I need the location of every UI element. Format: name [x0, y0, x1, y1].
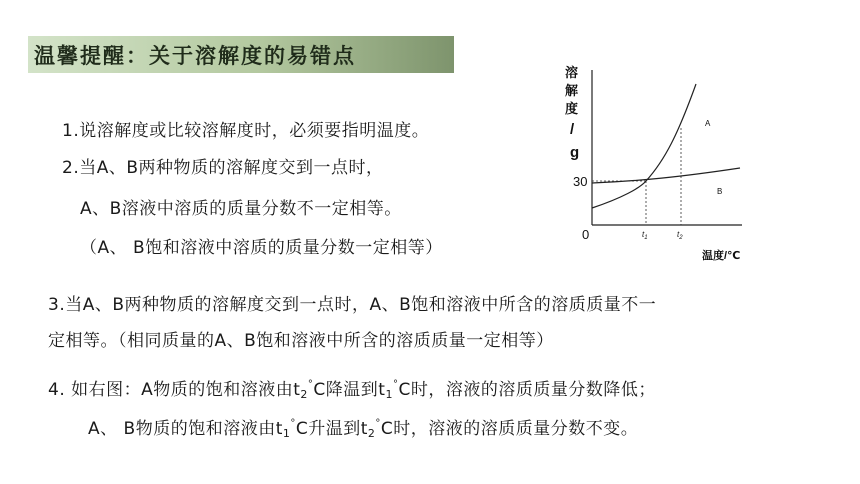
series-b-curve [592, 168, 740, 183]
p4b-deg1: ° [290, 418, 296, 429]
point-3-line-1: 3.当A、B两种物质的溶解度交到一点时，A、B饱和溶液中所含的溶质质量不一 [48, 295, 657, 315]
series-a-label: A [705, 119, 711, 128]
y-tick-30: 30 [573, 174, 588, 189]
p4a-sub1: 2 [300, 388, 308, 401]
y-label-char-4: / [570, 121, 575, 138]
p4a-post: C时，溶液的溶质质量分数降低； [398, 380, 656, 400]
origin-label: 0 [582, 227, 590, 242]
y-label-char-1: 溶 [565, 65, 579, 80]
point-4-line-2 [88, 414, 638, 440]
p4b-post: C时，溶液的溶质质量分数不变。 [380, 419, 639, 439]
point-2-note: （A、 B饱和溶液中溶质的质量分数一定相等） [80, 238, 443, 258]
y-label-char-5: g [570, 144, 580, 161]
p4a-sub2: 1 [385, 388, 393, 401]
x-tick-t1-sub: 1 [644, 235, 648, 241]
x-axis-label: 温度/℃ [702, 250, 741, 262]
x-tick-t2 [677, 230, 683, 241]
banner-title: 温馨提醒：关于溶解度的易错点 [34, 42, 356, 68]
x-tick-t2-sub: 2 [679, 235, 683, 241]
x-tick-t1-base: t [642, 230, 645, 239]
point-4-line-1 [48, 375, 656, 401]
series-b-label: B [717, 187, 723, 196]
y-label-char-3: 度 [565, 101, 579, 116]
p4b-mid: C升温到t [295, 419, 368, 439]
x-tick-t1 [642, 230, 648, 241]
point-1: 1.说溶解度或比较溶解度时，必须要指明温度。 [62, 121, 430, 141]
point-3-line-2: 定相等。（相同质量的A、B饱和溶液中所含的溶质质量一定相等） [48, 331, 554, 351]
title-banner [28, 36, 454, 73]
p4a-deg1: ° [307, 379, 314, 390]
p4b-sub1: 1 [282, 427, 291, 440]
series-a-curve [592, 84, 696, 208]
point-2-line-2: A、B溶液中溶质的质量分数不一定相等。 [80, 199, 402, 219]
x-tick-t2-base: t [677, 230, 680, 239]
p4a-mid: C降温到t [313, 380, 386, 400]
p4a-deg2: ° [392, 379, 399, 390]
point-2-line-1: 2.当A、B两种物质的溶解度交到一点时， [62, 158, 384, 178]
p4b-pre: A、 B物质的饱和溶液由t [88, 419, 283, 439]
solubility-chart [560, 62, 760, 262]
p4a-pre: 4. 如右图：A物质的饱和溶液由t [48, 380, 301, 400]
y-label-char-2: 解 [565, 83, 579, 98]
p4b-sub2: 2 [367, 427, 376, 440]
p4b-deg2: ° [375, 418, 381, 429]
